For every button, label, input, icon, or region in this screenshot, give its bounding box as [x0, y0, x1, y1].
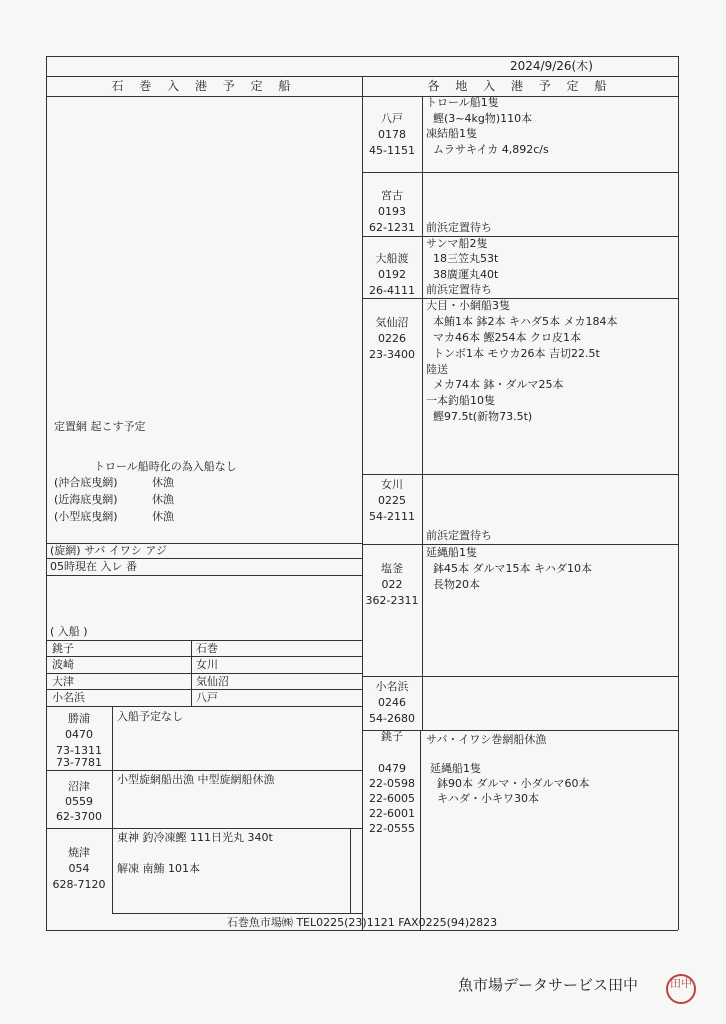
makiami-label: (旋網) サバ イワシ アジ [50, 544, 167, 557]
port-tel: 22-0555 [369, 822, 415, 835]
port-line: マカ46本 鰹254本 クロ皮1本 [426, 331, 581, 344]
nyusen-to: 気仙沼 [196, 675, 229, 688]
port-name: 大船渡 [375, 252, 409, 265]
port-line: 前浜定置待ち [426, 529, 492, 542]
port-line: 一本釣船10隻 [426, 394, 495, 407]
port-name: 塩釜 [381, 562, 403, 575]
trawl-row-status: 休漁 [152, 510, 174, 523]
port-tel: 73-1311 [56, 744, 102, 757]
port-code: 0225 [378, 494, 406, 507]
port-line: キハダ・小キワ30本 [430, 792, 539, 805]
port-line: メカ74本 鉢・ダルマ25本 [426, 378, 564, 391]
trawl-row-name: (沖合底曳網) [54, 476, 118, 489]
port-tel: 22-0598 [369, 777, 415, 790]
nyusen-from: 波崎 [52, 658, 74, 671]
port-line: 大目・小網船3隻 [426, 299, 510, 312]
nyusen-from: 大津 [52, 675, 74, 688]
port-line: 前浜定置待ち [426, 283, 492, 296]
trawl-note: トロール船時化の為入船なし [94, 460, 237, 473]
port-line: 18三笠丸53t [426, 252, 499, 265]
port-line: 本鮪1本 鉢2本 キハダ5本 メカ184本 [426, 315, 618, 328]
left-header: 石 巻 入 港 予 定 船 [111, 79, 297, 93]
nyusen-from: 銚子 [52, 642, 74, 655]
port-line: 延縄船1隻 [426, 546, 477, 559]
port-tel: 362-2311 [365, 594, 419, 607]
nyusen-to: 八戸 [196, 691, 218, 704]
port-tel: 73-7781 [56, 756, 102, 769]
port-tel: 628-7120 [52, 878, 106, 891]
port-tel: 54-2111 [369, 510, 415, 523]
port-name: 沼津 [68, 780, 90, 793]
port-name: 女川 [381, 478, 403, 491]
port-line: サンマ船2隻 [426, 237, 488, 250]
port-name: 勝浦 [68, 712, 90, 725]
port-code: 0479 [378, 762, 406, 775]
trawl-row-name: (小型底曳網) [54, 510, 118, 523]
nyusen-from: 小名浜 [52, 691, 85, 704]
port-line: 凍結船1隻 [426, 127, 477, 140]
port-line: 鉢90本 ダルマ・小ダルマ60本 [430, 777, 590, 790]
port-line: トンボ1本 モウカ26本 吉切22.5t [426, 347, 600, 360]
trawl-row [54, 493, 174, 507]
port-tel: 26-4111 [369, 284, 415, 297]
port-code: 0192 [378, 268, 406, 281]
port-line: 38廣運丸40t [426, 268, 499, 281]
nyusen-to: 女川 [196, 658, 218, 671]
trawl-row [54, 476, 174, 490]
port-line: 延縄船1隻 [430, 762, 481, 775]
port-name: 八戸 [381, 112, 403, 125]
trawl-row-name: (近海底曳網) [54, 493, 118, 506]
port-line: 小型旋網船出漁 中型旋網船休漁 [117, 773, 275, 786]
port-line: 鰹97.5t(新物73.5t) [426, 410, 533, 423]
port-line: 東神 釣冷凍鰹 111日光丸 340t [117, 831, 273, 844]
stamp-icon: 田中 [666, 974, 696, 1004]
trawl-row [54, 510, 174, 524]
port-code: 0559 [65, 795, 93, 808]
port-name: 気仙沼 [375, 316, 409, 329]
port-line: 鉢45本 ダルマ15本 キハダ10本 [426, 562, 592, 575]
port-code: 0193 [378, 205, 406, 218]
port-line: 鰹(3~4kg物)110本 [426, 112, 533, 125]
port-line: 陸送 [426, 363, 448, 376]
port-code: 022 [381, 578, 403, 591]
current-status: 05時現在 入レ 番 [50, 560, 137, 573]
port-code: 0470 [65, 728, 93, 741]
port-tel: 22-6001 [369, 807, 415, 820]
port-tel: 62-3700 [56, 810, 102, 823]
footer-contact: 石巻魚市場㈱ TEL0225(23)1121 FAX0225(94)2823 [226, 916, 498, 929]
port-tel: 23-3400 [369, 348, 415, 361]
nyusen-to: 石巻 [196, 642, 218, 655]
port-line: ムラサキイカ 4,892c/s [426, 143, 549, 156]
teichi-note: 定置網 起こす予定 [54, 420, 146, 433]
nyusen-label: ( 入船 ) [50, 625, 88, 638]
port-name: 宮古 [381, 189, 403, 202]
port-name: 小名浜 [375, 680, 409, 693]
report-date: 2024/9/26(木) [510, 59, 593, 73]
port-code: 0226 [378, 332, 406, 345]
port-tel: 62-1231 [369, 221, 415, 234]
port-name: 銚子 [381, 730, 403, 743]
port-tel: 54-2680 [369, 712, 415, 725]
port-tel: 45-1151 [369, 144, 415, 157]
port-line: サバ・イワシ巻網船休漁 [426, 733, 547, 746]
right-header: 各 地 入 港 予 定 船 [427, 79, 613, 93]
signature: 魚市場データサービス田中 [458, 976, 639, 994]
port-name: 焼津 [68, 846, 90, 859]
port-tel: 22-6005 [369, 792, 415, 805]
trawl-row-status: 休漁 [152, 493, 174, 506]
port-line: 解凍 南鮪 101本 [117, 862, 200, 875]
port-line: 前浜定置待ち [426, 221, 492, 234]
port-code: 0246 [378, 696, 406, 709]
port-line: トロール船1隻 [426, 96, 499, 109]
port-code: 054 [68, 862, 90, 875]
port-line: 入船予定なし [117, 710, 183, 723]
port-code: 0178 [378, 128, 406, 141]
trawl-row-status: 休漁 [152, 476, 174, 489]
port-line: 長物20本 [426, 578, 480, 591]
